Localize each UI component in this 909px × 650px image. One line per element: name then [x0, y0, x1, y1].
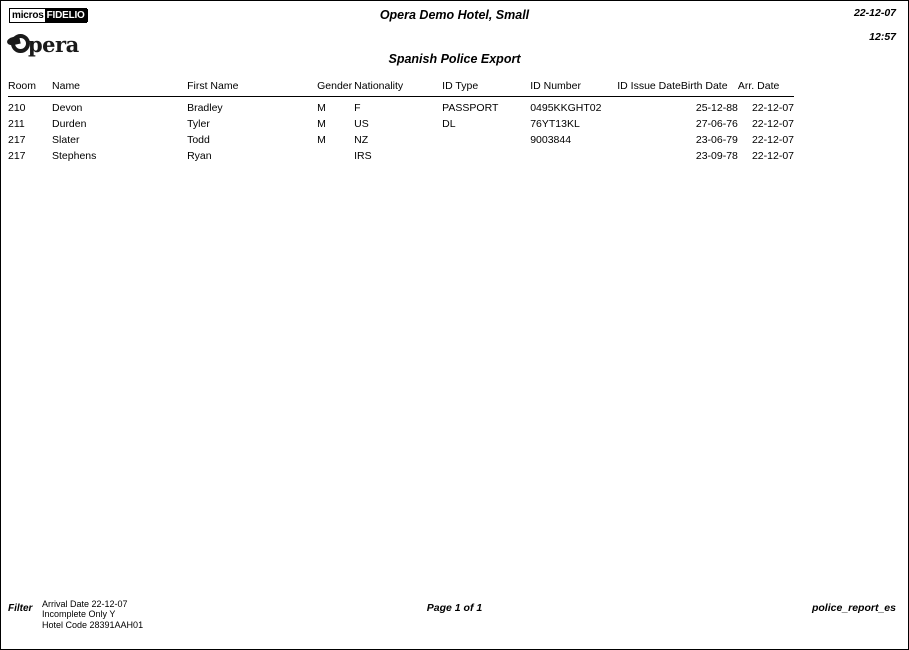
column-header-first-name: First Name [187, 80, 317, 97]
cell-nationality: US [354, 118, 369, 130]
column-header-id-type: ID Type [442, 80, 530, 97]
column-header-nationality: Nationality [354, 80, 442, 97]
cell-id-type [442, 147, 530, 163]
cell-birth-date: 23-09-78 [695, 150, 738, 162]
cell-room: 211 [8, 118, 25, 130]
cell-room: 217 [8, 134, 26, 146]
cell-birth-date: 27-06-76 [695, 118, 738, 130]
cell-id-type: DL [442, 118, 456, 130]
cell-id-issue-date [617, 147, 681, 163]
cell-id-type: PASSPORT [442, 102, 499, 114]
hotel-title: Opera Demo Hotel, Small [379, 8, 530, 22]
micros-wordmark: micros [12, 10, 44, 21]
report-table [8, 80, 794, 163]
fidelio-wordmark: FIDELIO [45, 9, 88, 22]
cell-name: Devon [52, 102, 83, 114]
table-row [8, 97, 794, 116]
cell-birth-date: 23-06-79 [695, 134, 738, 146]
cell-gender: M [317, 134, 326, 146]
header-time: 12:57 [869, 31, 896, 43]
column-header-arr-date: Arr. Date [738, 80, 794, 97]
cell-arr-date: 22-12-07 [751, 118, 794, 130]
table-row [8, 147, 794, 163]
filter-line: Arrival Date 22-12-07 [42, 598, 128, 609]
cell-id-number [530, 147, 617, 163]
cell-name: Slater [52, 134, 80, 146]
page-indicator: Page 1 of 1 [426, 602, 483, 614]
table-header [8, 80, 794, 97]
cell-room: 217 [8, 150, 26, 162]
filter-label: Filter [8, 603, 33, 614]
cell-gender [317, 147, 354, 163]
cell-first-name: Tyler [187, 118, 210, 130]
cell-arr-date: 22-12-07 [751, 102, 794, 114]
column-header-id-issue-date: ID Issue Date [617, 80, 681, 97]
cell-gender: M [317, 102, 326, 114]
column-header-name: Name [52, 80, 187, 97]
cell-name: Stephens [52, 150, 97, 162]
cell-arr-date: 22-12-07 [751, 134, 794, 146]
cell-first-name: Todd [187, 134, 210, 146]
report-table-area [8, 80, 794, 163]
report-file-name: police_report_es [811, 602, 896, 614]
cell-room: 210 [8, 102, 26, 114]
cell-first-name: Ryan [187, 150, 212, 162]
cell-birth-date: 25-12-88 [695, 102, 738, 114]
column-header-id-number: ID Number [530, 80, 617, 97]
cell-id-number: 9003844 [530, 134, 572, 146]
cell-id-number: 0495KKGHT02 [530, 102, 602, 114]
cell-nationality: F [354, 102, 361, 114]
column-header-room: Room [8, 80, 52, 97]
cell-id-issue-date [617, 97, 681, 116]
cell-id-number: 76YT13KL [530, 118, 580, 130]
cell-name: Durden [52, 118, 87, 130]
opera-wordmark: pera [28, 31, 79, 57]
header-date: 22-12-07 [853, 7, 896, 19]
cell-arr-date: 22-12-07 [751, 150, 794, 162]
report-title: Spanish Police Export [388, 52, 521, 66]
cell-first-name: Bradley [187, 102, 223, 114]
cell-nationality: NZ [354, 134, 369, 146]
cell-id-issue-date [617, 115, 681, 131]
table-row [8, 131, 794, 147]
column-header-gender: Gender [317, 80, 354, 97]
cell-id-issue-date [617, 131, 681, 147]
cell-id-type [442, 131, 530, 147]
column-header-birth-date: Birth Date [681, 80, 738, 97]
cell-nationality: IRS [354, 150, 372, 162]
table-row [8, 115, 794, 131]
filter-line: Hotel Code 28391AAH01 [42, 619, 144, 630]
table-header-row [8, 80, 794, 97]
cell-gender: M [317, 118, 326, 130]
table-body [8, 97, 794, 164]
filter-line: Incomplete Only Y [42, 609, 116, 619]
